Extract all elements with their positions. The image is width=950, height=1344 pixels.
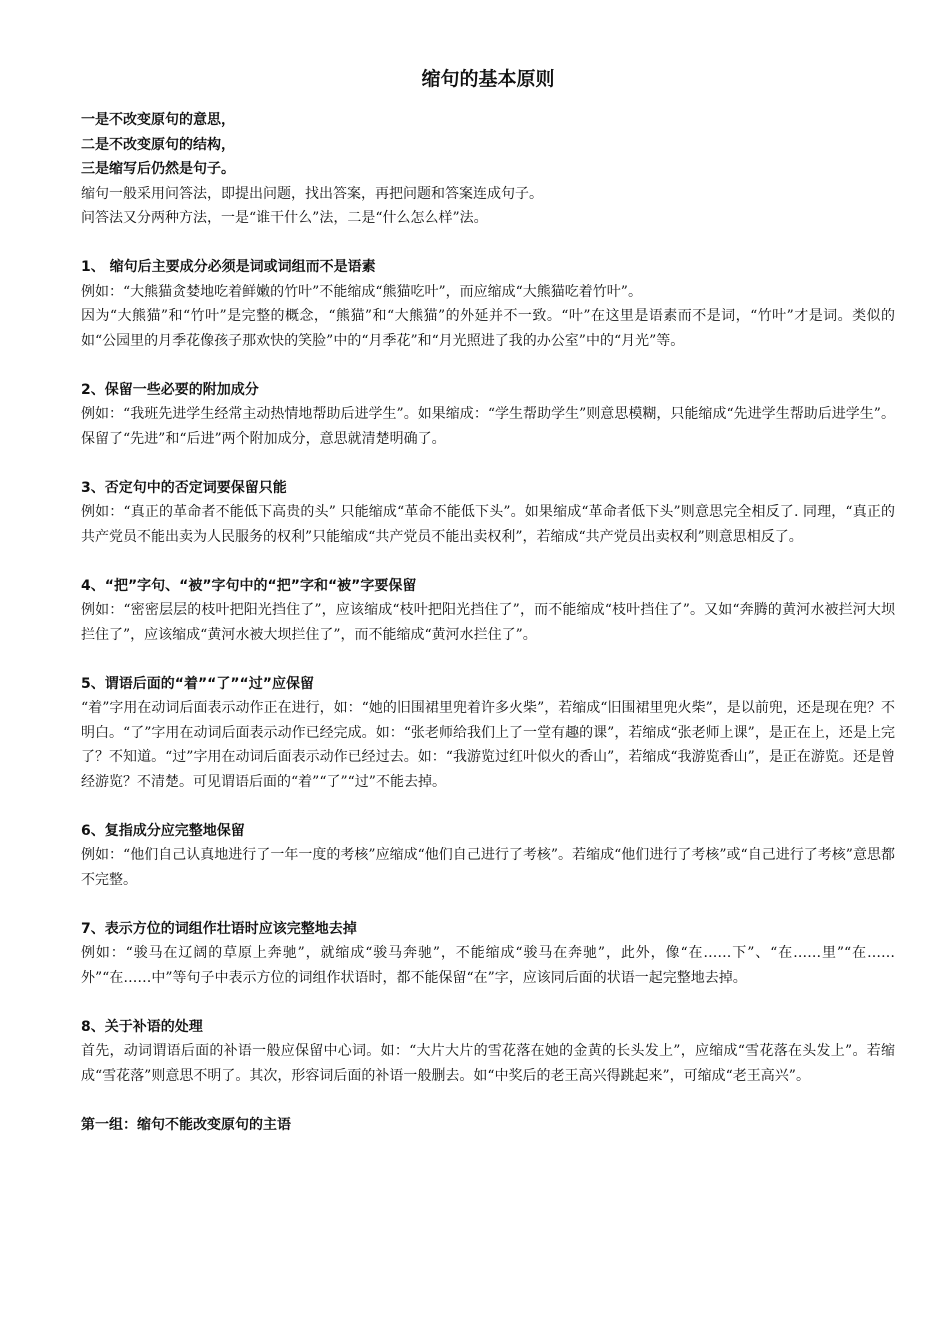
section-heading: 3、否定句中的否定词要保留只能: [81, 479, 287, 496]
section-6: [81, 819, 895, 893]
section-3: [81, 476, 895, 550]
section-paragraph: 例如：“骏马在辽阔的草原上奔驰”，就缩成“骏马奔驰”，不能缩成“骏马在奔驰”，此外，像“在……下”、“在……里”“在……外”“在……中”等句子中表示方位的词组作状语时，都不能保留“在”字，应该同后面的状语一起完整地去掉。: [81, 945, 895, 986]
section-heading: 1、 缩句后主要成分必须是词或词组而不是语素: [81, 259, 376, 275]
principle-line-2: 二是不改变原句的结构，: [81, 136, 235, 153]
section-7: [81, 917, 895, 991]
section-2: [81, 378, 895, 452]
section-paragraph: 例如：“他们自己认真地进行了一年一度的考核”应缩成“他们自己进行了考核”。若缩成“他们进行了考核”或“自己进行了考核”意思都不完整。: [81, 847, 895, 888]
section-heading: 6、复指成分应完整地保留: [81, 822, 245, 839]
principle-line-3: 三是缩写后仍然是句子。: [81, 161, 235, 177]
section-heading: 8、关于补语的处理: [81, 1018, 203, 1035]
principle-line-1: 一是不改变原句的意思，: [81, 112, 235, 128]
section-1: [81, 255, 895, 353]
document-page: [81, 62, 895, 1137]
section-5: [81, 672, 895, 795]
section-paragraph: 因为“大熊猫”和“竹叶”是完整的概念，“熊猫”和“大熊猫”的外延并不一致。“叶”在这里是语素而不是词，“竹叶”才是词。类似的如“公园里的月季花像孩子那欢快的笑脸”中的“月季花”和“月光照进了我的办公室”中的“月光”等。: [81, 308, 895, 349]
intro-line-2: 问答法又分两种方法，一是“谁干什么”法，二是“什么怎么样”法。: [81, 210, 488, 226]
section-heading: 5、谓语后面的“着”“了”“过”应保留: [81, 675, 314, 692]
section-8: [81, 1015, 895, 1089]
document-title: 缩句的基本原则: [421, 68, 555, 90]
section-paragraph: 例如：“大熊猫贪婪地吃着鲜嫩的竹叶”不能缩成“熊猫吃叶”，而应缩成“大熊猫吃着竹叶”。: [81, 283, 642, 300]
section-paragraph: 首先，动词谓语后面的补语一般应保留中心词。如：“大片大片的雪花落在她的金黄的长头发上”，应缩成“雪花落在头发上”。若缩成“雪花落”则意思不明了。其次，形容词后面的补语一般删去。如“中奖后的老王高兴得跳起来”，可缩成“老王高兴”。: [81, 1043, 895, 1084]
section-paragraph: 例如：“密密层层的枝叶把阳光挡住了”，应该缩成“枝叶把阳光挡住了”，而不能缩成“枝叶挡住了”。又如“奔腾的黄河水被拦河大坝拦住了”，应该缩成“黄河水被大坝拦住了”，而不能缩成“黄河水拦住了”。: [81, 602, 895, 643]
intro-line-1: 缩句一般采用问答法，即提出问题，找出答案，再把问题和答案连成句子。: [81, 185, 543, 202]
section-heading: 4、“把”字句、“被”字句中的“把”字和“被”字要保留: [81, 577, 417, 594]
group-1: [81, 1113, 895, 1138]
section-4: [81, 574, 895, 648]
section-heading: 7、表示方位的词组作壮语时应该完整地去掉: [81, 920, 357, 937]
intro-block: [81, 108, 895, 231]
section-heading: 2、保留一些必要的附加成分: [81, 381, 259, 398]
group-heading: 第一组：缩句不能改变原句的主语: [81, 1116, 291, 1133]
section-paragraph: “着”字用在动词后面表示动作正在进行，如：“她的旧围裙里兜着许多火柴”，若缩成“旧围裙里兜火柴”，是以前兜，还是现在兜？不明白。“了”字用在动词后面表示动作已经完成。如：“张老师给我们上了一堂有趣的课”，若缩成“张老师上课”，是正在上，还是上完了？不知道。“过”字用在动词后面表示动作已经过去。如：“我游览过红叶似火的香山”，若缩成“我游览香山”，是正在游览。还是曾经游览？不清楚。可见谓语后面的“着”“了”“过”不能去掉。: [81, 700, 895, 790]
section-paragraph: 例如：“真正的革命者不能低下高贵的头” 只能缩成“革命不能低下头”。如果缩成“革命者低下头”则意思完全相反了. 同理，“真正的共产党员不能出卖为人民服务的权利”只能缩成“共产党员不能出卖权利”，若缩成“共产党员出卖权利”则意思相反了。: [81, 504, 895, 545]
section-paragraph: 例如：“我班先进学生经常主动热情地帮助后进学生”。如果缩成：“学生帮助学生”则意思模糊，只能缩成“先进学生帮助后进学生”。保留了“先进”和“后进”两个附加成分，意思就清楚明确了。: [81, 406, 895, 447]
